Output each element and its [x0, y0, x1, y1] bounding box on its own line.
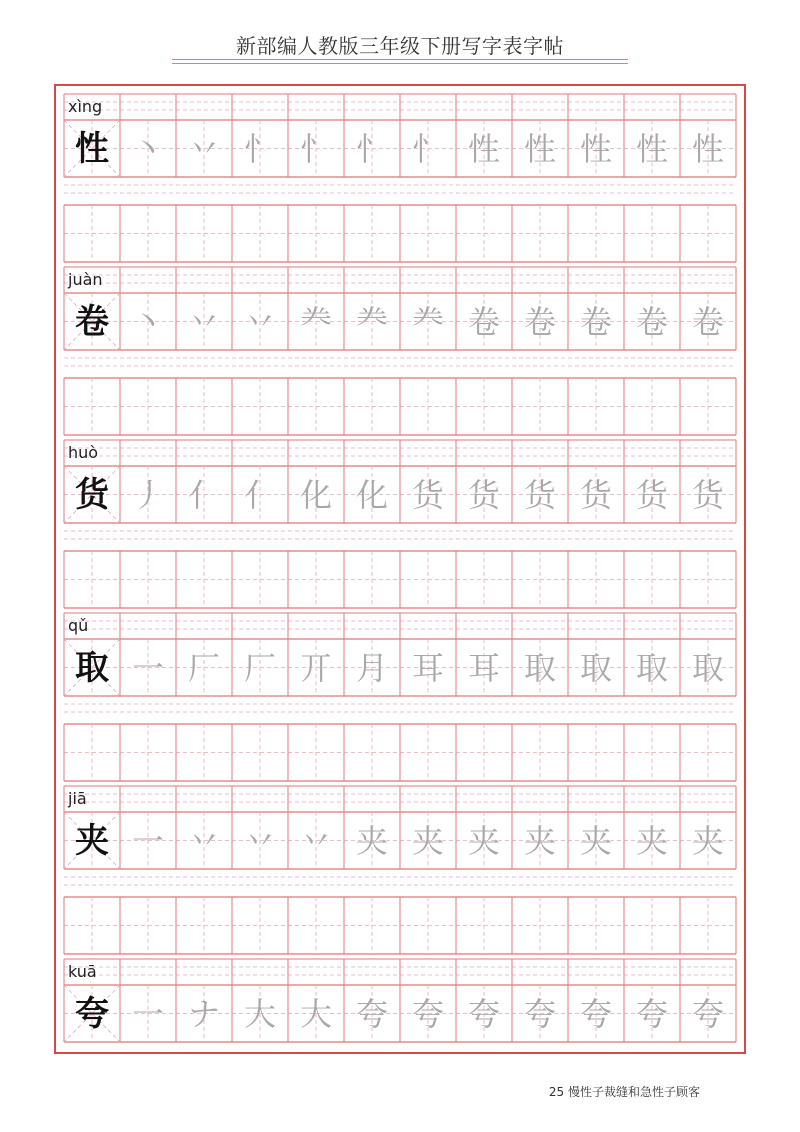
stroke-order-step: 丶 [131, 302, 164, 341]
stroke-order-step: 夸 [691, 994, 724, 1033]
pinyin-label: xìng [68, 97, 103, 116]
page-title: 新部编人教版三年级下册写字表字帖 [236, 34, 564, 58]
stroke-order-step: 卷 [523, 302, 556, 341]
stroke-order-step: 性 [467, 129, 500, 168]
stroke-order-step: 夸 [355, 994, 388, 1033]
pinyin-label: juàn [68, 270, 103, 289]
stroke-order-step: 丿 [131, 475, 164, 514]
stroke-order-step: 月 [355, 648, 388, 687]
stroke-order-step: 龹 [299, 302, 332, 341]
stroke-order-step: 耳 [467, 648, 500, 687]
stroke-order-step: 性 [635, 129, 668, 168]
stroke-order-step: 夹 [523, 821, 556, 860]
pinyin-label: huò [68, 443, 99, 462]
stroke-order-step: 取 [523, 648, 556, 687]
model-character: 货 [75, 474, 109, 515]
stroke-order-step: 丷 [187, 129, 220, 168]
stroke-order-step: 性 [579, 129, 612, 168]
practice-grid [56, 86, 744, 1052]
stroke-order-step: 夹 [579, 821, 612, 860]
model-character: 夹 [75, 820, 109, 861]
model-character: 夸 [75, 993, 109, 1034]
stroke-order-step: 夸 [579, 994, 612, 1033]
stroke-order-step: 丷 [187, 821, 220, 860]
stroke-order-step: 性 [691, 129, 724, 168]
stroke-order-step: 夹 [635, 821, 668, 860]
practice-sheet [54, 84, 746, 1054]
stroke-order-step: 大 [243, 994, 276, 1033]
stroke-order-step: 卷 [691, 302, 724, 341]
stroke-order-step: 货 [523, 475, 556, 514]
stroke-order-step: 忄 [411, 129, 444, 168]
stroke-order-step: 夸 [411, 994, 444, 1033]
stroke-order-step: 夹 [467, 821, 500, 860]
stroke-order-step: 厂 [187, 648, 220, 687]
stroke-order-step: 龹 [411, 302, 444, 341]
stroke-order-step: 夹 [355, 821, 388, 860]
stroke-order-step: 丌 [299, 648, 332, 687]
stroke-order-step: 货 [467, 475, 500, 514]
stroke-order-step: 丶 [131, 129, 164, 168]
title-rule-lower [172, 63, 628, 64]
stroke-order-step: 货 [411, 475, 444, 514]
stroke-order-step: 龹 [355, 302, 388, 341]
stroke-order-step: 卷 [579, 302, 612, 341]
stroke-order-step: 卷 [635, 302, 668, 341]
stroke-order-step: 丷 [243, 302, 276, 341]
model-character: 取 [75, 647, 109, 688]
model-character: 性 [75, 128, 109, 169]
stroke-order-step: 夸 [635, 994, 668, 1033]
stroke-order-step: 丷 [243, 821, 276, 860]
stroke-order-step: 货 [635, 475, 668, 514]
stroke-order-step: 忄 [243, 129, 276, 168]
stroke-order-step: 一 [131, 994, 164, 1033]
stroke-order-step: ナ [187, 994, 220, 1033]
stroke-order-step: 夹 [411, 821, 444, 860]
stroke-order-step: 一 [131, 821, 164, 860]
stroke-order-step: 化 [355, 475, 388, 514]
stroke-order-step: 货 [691, 475, 724, 514]
stroke-order-step: 大 [299, 994, 332, 1033]
stroke-order-step: 取 [635, 648, 668, 687]
stroke-order-step: 亻 [243, 475, 276, 514]
stroke-order-step: 卷 [467, 302, 500, 341]
stroke-order-step: 忄 [355, 129, 388, 168]
stroke-order-step: 一 [131, 648, 164, 687]
stroke-order-step: 夸 [523, 994, 556, 1033]
stroke-order-step: 夹 [691, 821, 724, 860]
stroke-order-step: 性 [523, 129, 556, 168]
stroke-order-step: 取 [691, 648, 724, 687]
pinyin-label: jiā [68, 789, 87, 808]
stroke-order-step: 货 [579, 475, 612, 514]
stroke-order-step: 夸 [467, 994, 500, 1033]
pinyin-label: qǔ [68, 616, 89, 635]
stroke-order-step: 亻 [187, 475, 220, 514]
stroke-order-step: 取 [579, 648, 612, 687]
stroke-order-step: 耳 [411, 648, 444, 687]
stroke-order-step: 丷 [299, 821, 332, 860]
lesson-footer: 25 慢性子裁缝和急性子顾客 [548, 1085, 700, 1099]
pinyin-label: kuā [68, 962, 97, 981]
stroke-order-step: 厂 [243, 648, 276, 687]
stroke-order-step: 丷 [187, 302, 220, 341]
title-rule-upper [172, 59, 628, 60]
stroke-order-step: 忄 [299, 129, 332, 168]
stroke-order-step: 化 [299, 475, 332, 514]
model-character: 卷 [75, 301, 109, 342]
